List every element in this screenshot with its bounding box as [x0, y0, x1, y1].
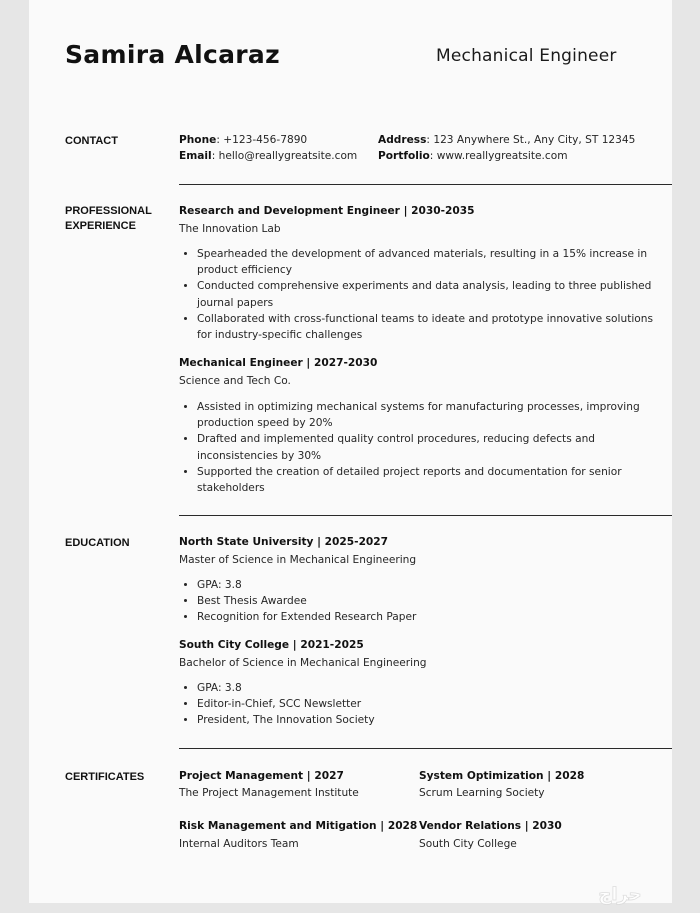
phone-value: +123-456-7890: [223, 134, 308, 146]
contact-email: Email: hello@reallygreatsite.com: [179, 150, 358, 162]
job-title: Mechanical Engineer: [436, 46, 617, 66]
address-value: 123 Anywhere St., Any City, ST 12345: [433, 134, 636, 146]
school-title-2: South City College | 2021-2025: [179, 639, 364, 651]
experience-label-line-1: PROFESSIONAL: [65, 205, 152, 217]
list-item: • Spearheaded the development of advanced materials, resulting in a 15% increase in product efficiency: [197, 246, 657, 278]
list-item: • Assisted in optimizing mechanical systems for manufacturing processes, improving production speed by 20%: [197, 399, 657, 431]
school-bullets-1: [179, 577, 657, 626]
list-item: • Supported the creation of detailed project reports and documentation for senior stakeholders: [197, 464, 657, 496]
education-section-label: EDUCATION: [65, 537, 130, 549]
certificate-title: Vendor Relations | 2030: [419, 820, 562, 832]
certificate-issuer: The Project Management Institute: [179, 787, 359, 799]
school-title-1: North State University | 2025-2027: [179, 536, 389, 548]
phone-label: Phone: [179, 134, 217, 146]
portfolio-value: www.reallygreatsite.com: [436, 150, 568, 162]
job-title-2: Mechanical Engineer | 2027-2030: [179, 357, 378, 369]
certificate-title: Project Management | 2027: [179, 770, 344, 782]
certificate-issuer: Internal Auditors Team: [179, 838, 299, 850]
list-item: • Drafted and implemented quality control procedures, reducing defects and inconsistencies by 30%: [197, 431, 657, 463]
contact-address: Address: 123 Anywhere St., Any City, ST 12345: [378, 134, 636, 146]
list-item: • Editor-in-Chief, SCC Newsletter: [197, 696, 657, 712]
resume-page: [29, 0, 672, 903]
section-divider: [179, 184, 672, 185]
list-item: • Best Thesis Awardee: [197, 593, 657, 609]
list-item: • President, The Innovation Society: [197, 712, 657, 728]
certificate-issuer: South City College: [419, 838, 517, 850]
list-item: • Recognition for Extended Research Paper: [197, 609, 657, 625]
section-divider: [179, 515, 672, 516]
email-label: Email: [179, 150, 212, 162]
list-item: • Collaborated with cross-functional teams to ideate and prototype innovative solutions for industry-specific challenges: [197, 311, 657, 343]
experience-label-line-2: EXPERIENCE: [65, 220, 136, 232]
list-item: • GPA: 3.8: [197, 680, 657, 696]
certificates-section-label: CERTIFICATES: [65, 771, 145, 783]
job-org-1: The Innovation Lab: [179, 223, 281, 235]
address-label: Address: [378, 134, 427, 146]
experience-section-label: [65, 204, 175, 234]
portfolio-label: Portfolio: [378, 150, 430, 162]
certificate-title: Risk Management and Mitigation | 2028: [179, 820, 418, 832]
school-bullets-2: [179, 680, 657, 729]
job-title-1: Research and Development Engineer | 2030-2035: [179, 205, 475, 217]
list-item: • GPA: 3.8: [197, 577, 657, 593]
school-degree-1: Master of Science in Mechanical Engineering: [179, 554, 417, 566]
job-org-2: Science and Tech Co.: [179, 375, 291, 387]
section-divider: [179, 748, 672, 749]
candidate-name: Samira Alcaraz: [65, 40, 280, 69]
school-degree-2: Bachelor of Science in Mechanical Engineering: [179, 657, 427, 669]
email-value: hello@reallygreatsite.com: [218, 150, 358, 162]
watermark-logo: [560, 880, 680, 908]
contact-portfolio: Portfolio: www.reallygreatsite.com: [378, 150, 568, 162]
certificate-issuer: Scrum Learning Society: [419, 787, 545, 799]
watermark-text: حراج: [598, 884, 642, 905]
contact-section-label: CONTACT: [65, 135, 118, 147]
contact-phone: Phone: +123-456-7890: [179, 134, 308, 146]
list-item: • Conducted comprehensive experiments and data analysis, leading to three published journal papers: [197, 278, 657, 310]
job-bullets-2: [179, 399, 657, 496]
job-bullets-1: [179, 246, 657, 343]
certificate-title: System Optimization | 2028: [419, 770, 585, 782]
